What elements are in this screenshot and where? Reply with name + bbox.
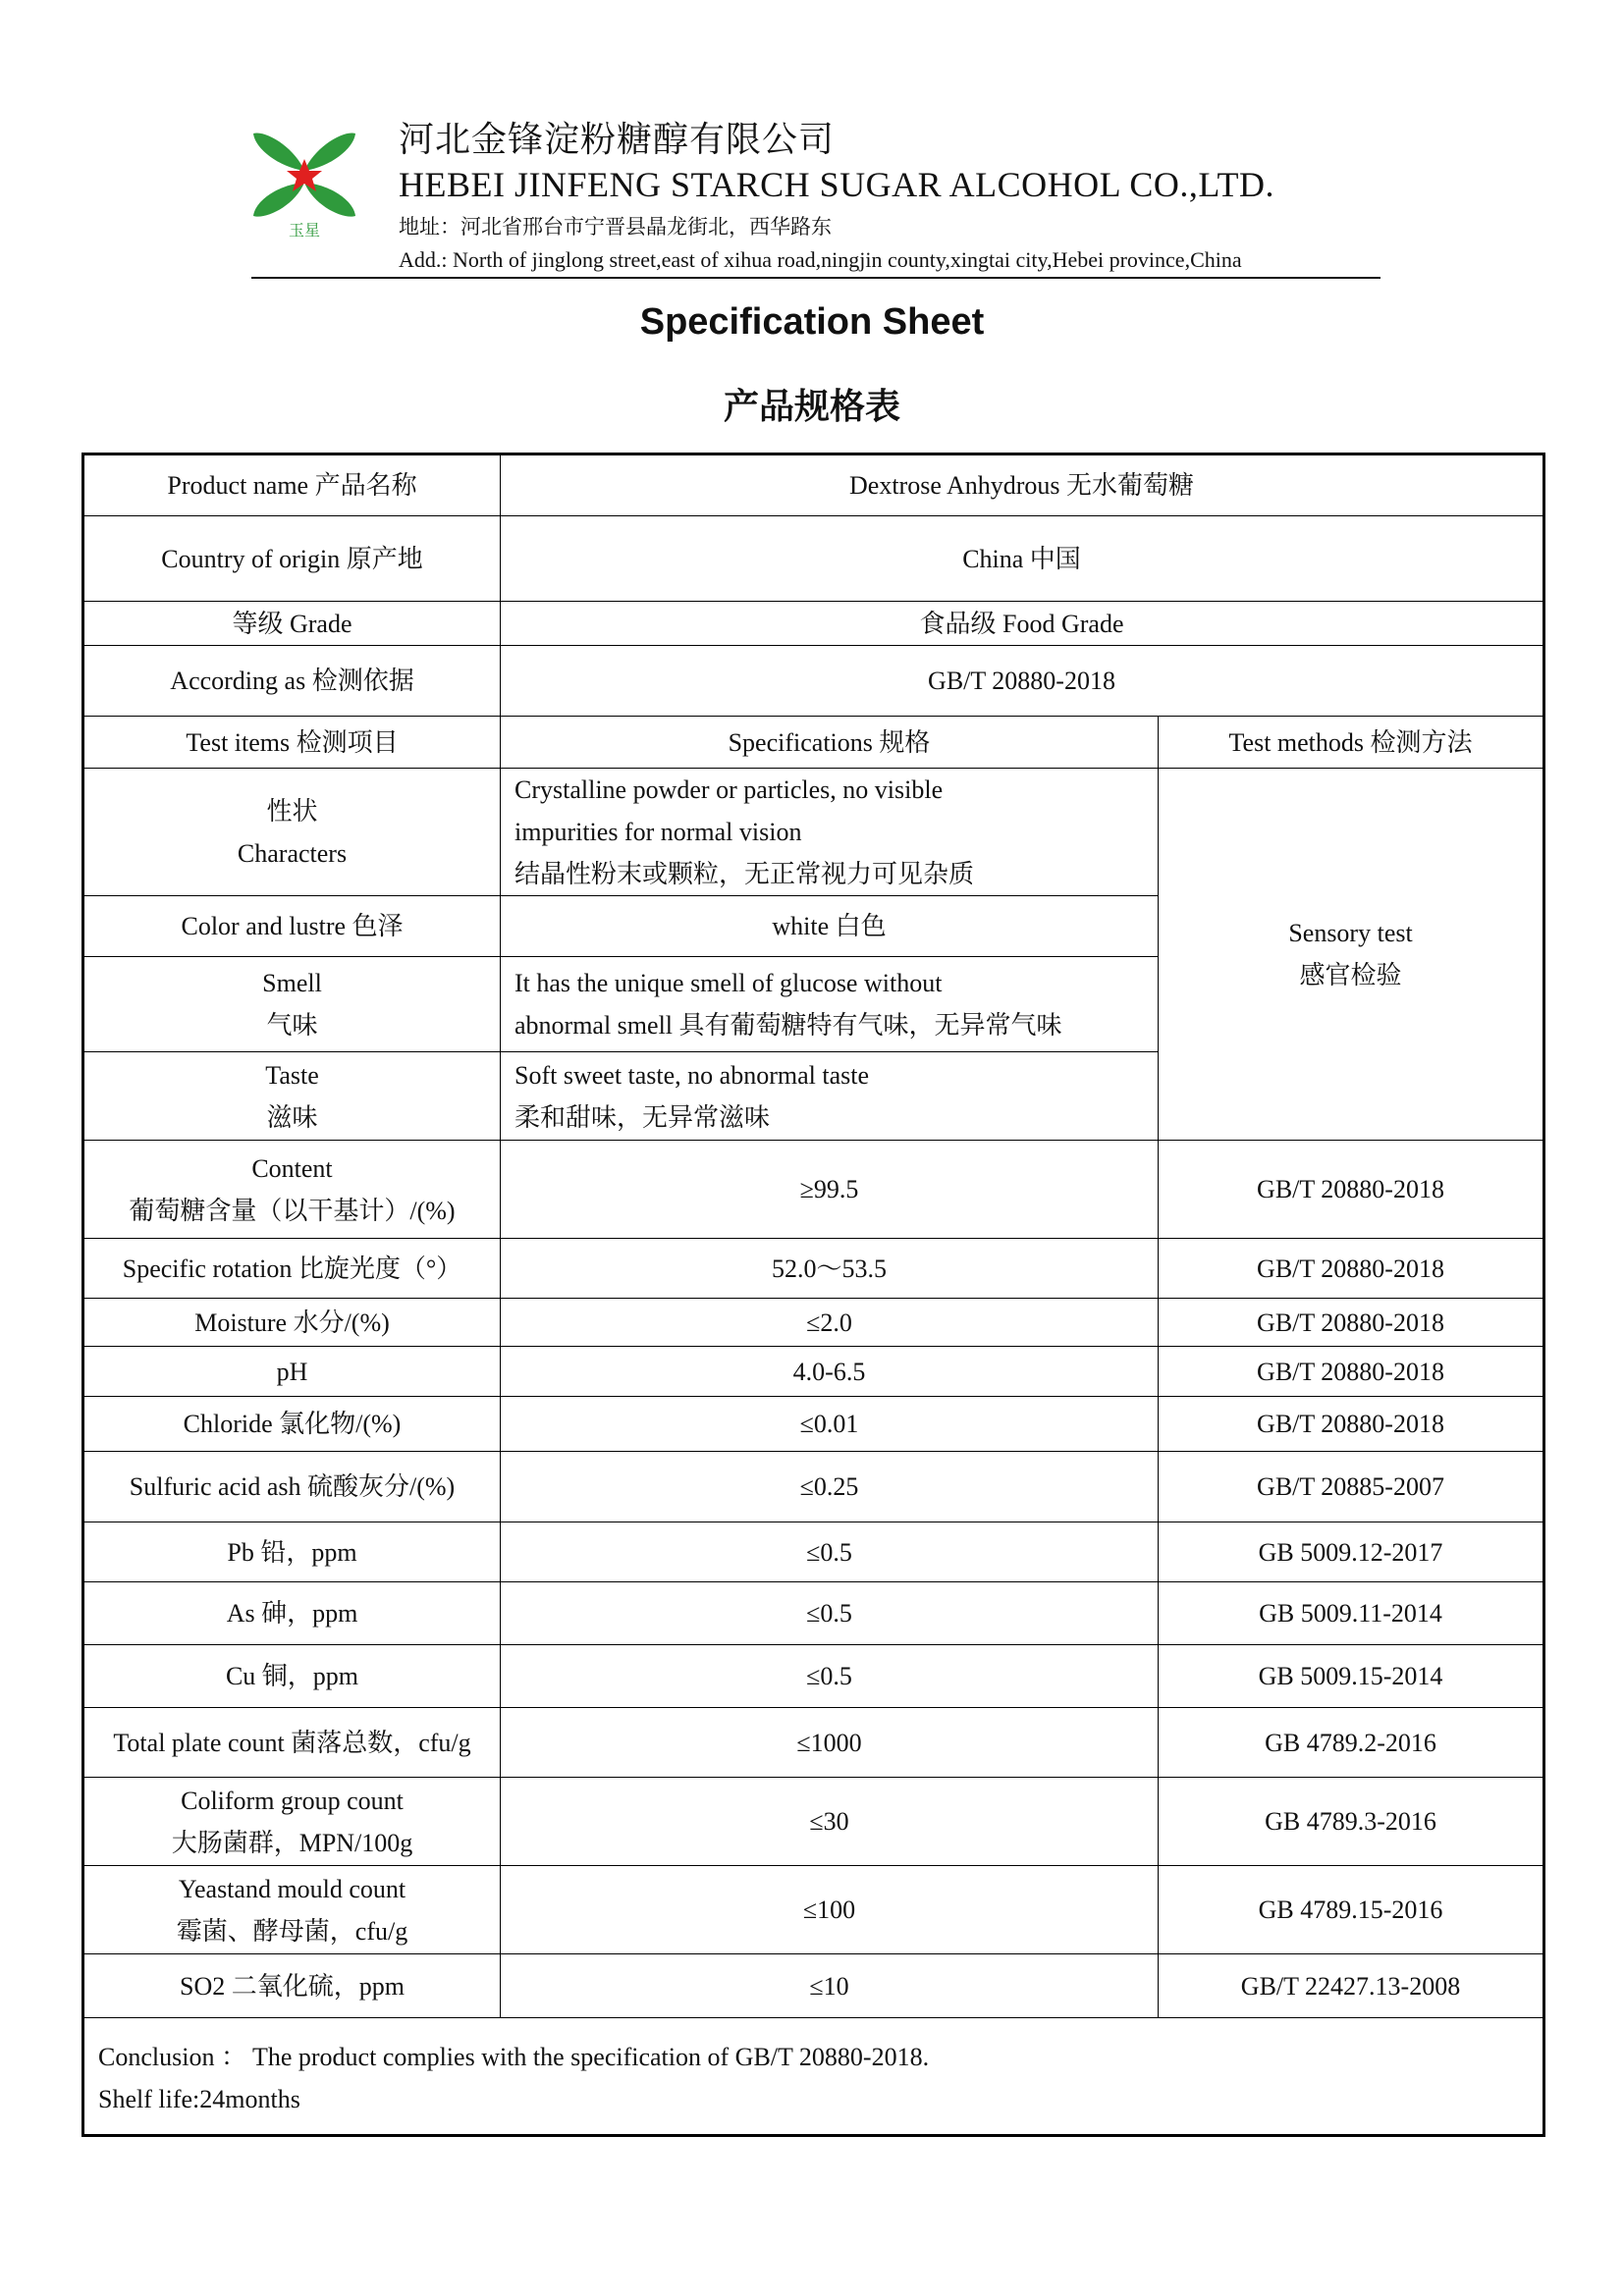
test-item: [83, 1052, 501, 1141]
test-method: GB/T 20885-2007: [1159, 1452, 1544, 1522]
test-item: Pb 铅，ppm: [83, 1522, 501, 1582]
test-spec: ≥99.5: [501, 1141, 1159, 1239]
test-spec-line: 柔和甜味，无异常滋味: [514, 1102, 771, 1132]
origin-value: China 中国: [501, 516, 1544, 602]
address-en: Add.: North of jinglong street,east of xihua road,ningjin county,xingtai city,Hebei province,China: [399, 247, 1242, 272]
test-item: pH: [83, 1347, 501, 1397]
test-spec: ≤0.01: [501, 1397, 1159, 1452]
table-row: [83, 1299, 1544, 1347]
test-item: Chloride 氯化物/(%): [83, 1397, 501, 1452]
test-item-line: Characters: [237, 838, 348, 868]
test-method: GB/T 20880-2018: [1159, 1397, 1544, 1452]
test-spec-line: It has the unique smell of glucose without: [514, 969, 943, 997]
test-spec: ≤0.25: [501, 1452, 1159, 1522]
test-item: Cu 铜，ppm: [83, 1645, 501, 1708]
test-spec: [501, 957, 1159, 1052]
according-value: GB/T 20880-2018: [501, 646, 1544, 717]
test-spec: ≤100: [501, 1866, 1159, 1954]
test-spec: ≤30: [501, 1778, 1159, 1866]
test-item: Sulfuric acid ash 硫酸灰分/(%): [83, 1452, 501, 1522]
test-spec: ≤2.0: [501, 1299, 1159, 1347]
shelf-life-text: Shelf life:24months: [98, 2085, 300, 2113]
test-item-line: 葡萄糖含量（以干基计）/(%): [129, 1196, 456, 1225]
sensory-method: [1159, 769, 1544, 1141]
column-header-row: [83, 717, 1544, 769]
test-item-line: Content: [251, 1153, 333, 1183]
test-spec: ≤0.5: [501, 1582, 1159, 1645]
table-row: [83, 646, 1544, 717]
sensory-method-cn: 感官检验: [1299, 961, 1402, 989]
spec-table: [81, 453, 1545, 2137]
table-row: [83, 1522, 1544, 1582]
test-item-line: Coliform group count: [181, 1786, 404, 1815]
table-row: [83, 1141, 1544, 1239]
column-header-methods: Test methods 检测方法: [1159, 717, 1544, 769]
test-spec: 4.0-6.5: [501, 1347, 1159, 1397]
test-item-line: Smell: [262, 969, 322, 997]
test-item: SO2 二氧化硫，ppm: [83, 1954, 501, 2018]
company-name-en: HEBEI JINFENG STARCH SUGAR ALCOHOL CO.,LTD.: [399, 165, 1275, 204]
test-item: Moisture 水分/(%): [83, 1299, 501, 1347]
column-header-items: Test items 检测项目: [83, 717, 501, 769]
test-spec: ≤0.5: [501, 1645, 1159, 1708]
test-item-line: 滋味: [266, 1102, 318, 1132]
company-logo: [251, 126, 357, 243]
test-spec-line: abnormal smell 具有葡萄糖特有气味，无异常气味: [514, 1011, 1062, 1040]
test-item: Total plate count 菌落总数，cfu/g: [83, 1708, 501, 1778]
address-cn: 地址：河北省邢台市宁晋县晶龙街北，西华路东: [399, 215, 832, 239]
table-row: [83, 1954, 1544, 2018]
table-row: [83, 602, 1544, 646]
grade-label: 等级 Grade: [83, 602, 501, 646]
conclusion-cell: [83, 2018, 1544, 2136]
test-item: [83, 1141, 501, 1239]
page-title-en: Specification Sheet: [639, 301, 985, 343]
header-divider: [251, 277, 1380, 279]
column-header-specs: Specifications 规格: [501, 717, 1159, 769]
origin-label: Country of origin 原产地: [83, 516, 501, 602]
test-method: GB 5009.12-2017: [1159, 1522, 1544, 1582]
test-spec-line: Crystalline powder or particles, no visible: [514, 775, 944, 804]
test-method: GB 4789.15-2016: [1159, 1866, 1544, 1954]
test-method: GB 5009.11-2014: [1159, 1582, 1544, 1645]
table-row: [83, 1239, 1544, 1299]
test-item: Specific rotation 比旋光度（°）: [83, 1239, 501, 1299]
logo-label: 玉星: [288, 221, 321, 240]
test-item: [83, 1866, 501, 1954]
test-method: GB 5009.15-2014: [1159, 1645, 1544, 1708]
test-spec: ≤0.5: [501, 1522, 1159, 1582]
page-title-cn: 产品规格表: [723, 387, 900, 427]
table-row: [83, 1866, 1544, 1954]
test-item-line: Yeastand mould count: [178, 1874, 406, 1903]
test-spec: white 白色: [501, 896, 1159, 957]
table-row: [83, 454, 1544, 516]
test-item: [83, 957, 501, 1052]
test-method: GB 4789.2-2016: [1159, 1708, 1544, 1778]
test-spec-line: 结晶性粉末或颗粒，无正常视力可见杂质: [514, 860, 975, 888]
test-item: As 砷，ppm: [83, 1582, 501, 1645]
table-row: [83, 1778, 1544, 1866]
test-spec: ≤1000: [501, 1708, 1159, 1778]
test-item: Color and lustre 色泽: [83, 896, 501, 957]
product-name-value: Dextrose Anhydrous 无水葡萄糖: [501, 454, 1544, 516]
according-label: According as 检测依据: [83, 646, 501, 717]
grade-value: 食品级 Food Grade: [501, 602, 1544, 646]
table-row: [83, 516, 1544, 602]
test-method: GB/T 20880-2018: [1159, 1347, 1544, 1397]
test-item: [83, 769, 501, 896]
test-spec-line: Soft sweet taste, no abnormal taste: [514, 1060, 870, 1090]
sensory-method-en: Sensory test: [1288, 919, 1413, 947]
test-method: GB/T 20880-2018: [1159, 1299, 1544, 1347]
test-spec: [501, 1052, 1159, 1141]
test-item-line: 气味: [266, 1011, 318, 1040]
test-spec: 52.0～53.5: [501, 1239, 1159, 1299]
test-spec: ≤10: [501, 1954, 1159, 2018]
test-spec-line: impurities for normal vision: [514, 818, 802, 846]
table-row: [83, 1645, 1544, 1708]
test-method: GB/T 20880-2018: [1159, 1239, 1544, 1299]
test-item-line: 霉菌、酵母菌，cfu/g: [176, 1916, 408, 1946]
test-method: GB/T 20880-2018: [1159, 1141, 1544, 1239]
test-spec: [501, 769, 1159, 896]
table-row: [83, 769, 1544, 896]
test-method: GB/T 22427.13-2008: [1159, 1954, 1544, 2018]
product-name-label: Product name 产品名称: [83, 454, 501, 516]
company-header: [399, 118, 1380, 277]
test-item-line: Taste: [265, 1060, 319, 1090]
company-name-cn: 河北金锋淀粉糖醇有限公司: [399, 120, 836, 160]
table-row: [83, 1582, 1544, 1645]
test-item-line: 大肠菌群，MPN/100g: [171, 1828, 413, 1857]
table-row: [83, 1347, 1544, 1397]
test-method: GB 4789.3-2016: [1159, 1778, 1544, 1866]
table-row: [83, 1397, 1544, 1452]
test-item-line: 性状: [266, 796, 318, 826]
table-row: [83, 1708, 1544, 1778]
conclusion-text: Conclusion ： The product complies with the specification of GB/T 20880-2018.: [98, 2043, 930, 2071]
test-item: [83, 1778, 501, 1866]
table-row: [83, 1452, 1544, 1522]
conclusion-row: [83, 2018, 1544, 2136]
